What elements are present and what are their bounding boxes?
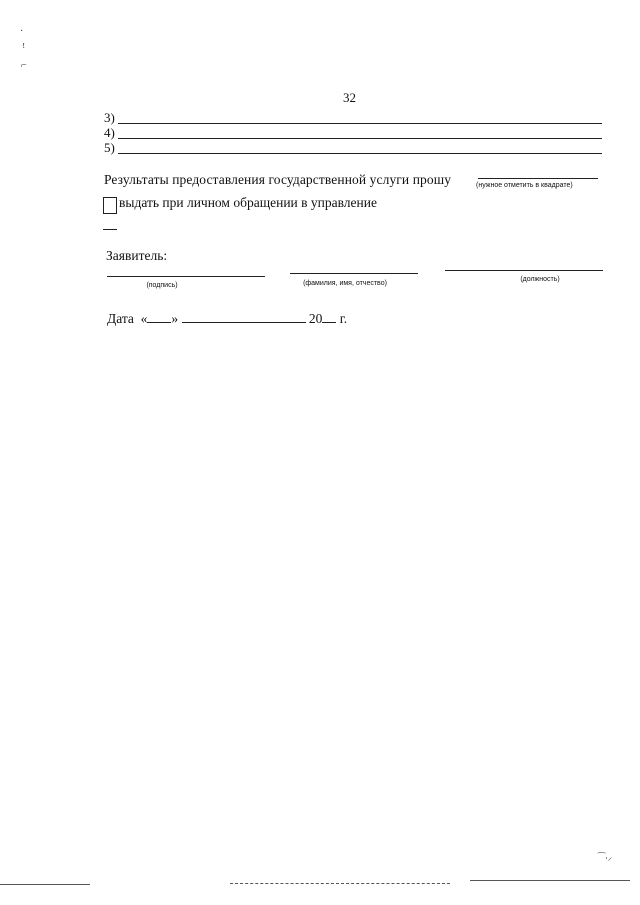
short-dash <box>103 229 117 230</box>
scan-speck: ⌐ <box>21 60 27 71</box>
numbered-line-4 <box>104 127 602 141</box>
line-number: 5) <box>104 140 115 155</box>
scan-edge <box>470 880 630 881</box>
in-person-checkbox[interactable] <box>103 197 117 214</box>
signature-rule <box>107 276 265 277</box>
line-number: 3) <box>104 110 115 125</box>
date-row <box>107 311 347 327</box>
date-open-quote: « <box>140 311 148 326</box>
in-person-option-label: выдать при личном обращении в управление <box>119 195 377 210</box>
day-blank <box>147 312 171 323</box>
scan-speck: ⁀⸳⸝ <box>598 852 613 862</box>
results-request-text: Результаты предоставления государственной услуги прошу <box>104 172 452 187</box>
name-caption: (фамилия, имя, отчество) <box>303 280 387 287</box>
scan-edge <box>230 883 450 884</box>
date-close-quote: » <box>171 311 179 326</box>
position-rule <box>445 270 603 271</box>
results-note: (нужное отметить в квадрате) <box>476 182 573 189</box>
blank-rule <box>118 153 602 154</box>
year-suffix: г. <box>339 311 348 326</box>
position-caption: (должность) <box>520 276 560 283</box>
date-label: Дата <box>107 311 134 326</box>
applicant-label: Заявитель: <box>106 248 168 263</box>
scan-speck: · <box>20 26 24 37</box>
month-blank <box>182 312 306 323</box>
line-number: 4) <box>104 125 115 140</box>
results-blank-rule <box>478 178 598 179</box>
blank-rule <box>118 123 602 124</box>
year-blank <box>322 312 336 323</box>
name-rule <box>290 273 418 274</box>
page-number: 32 <box>343 90 356 105</box>
numbered-line-3 <box>104 112 602 126</box>
numbered-line-5 <box>104 142 602 156</box>
signature-caption: (подпись) <box>146 282 178 289</box>
blank-rule <box>118 138 602 139</box>
scan-speck: ꜝ <box>22 44 26 55</box>
year-prefix: 20 <box>308 311 323 326</box>
scan-edge <box>0 884 90 885</box>
